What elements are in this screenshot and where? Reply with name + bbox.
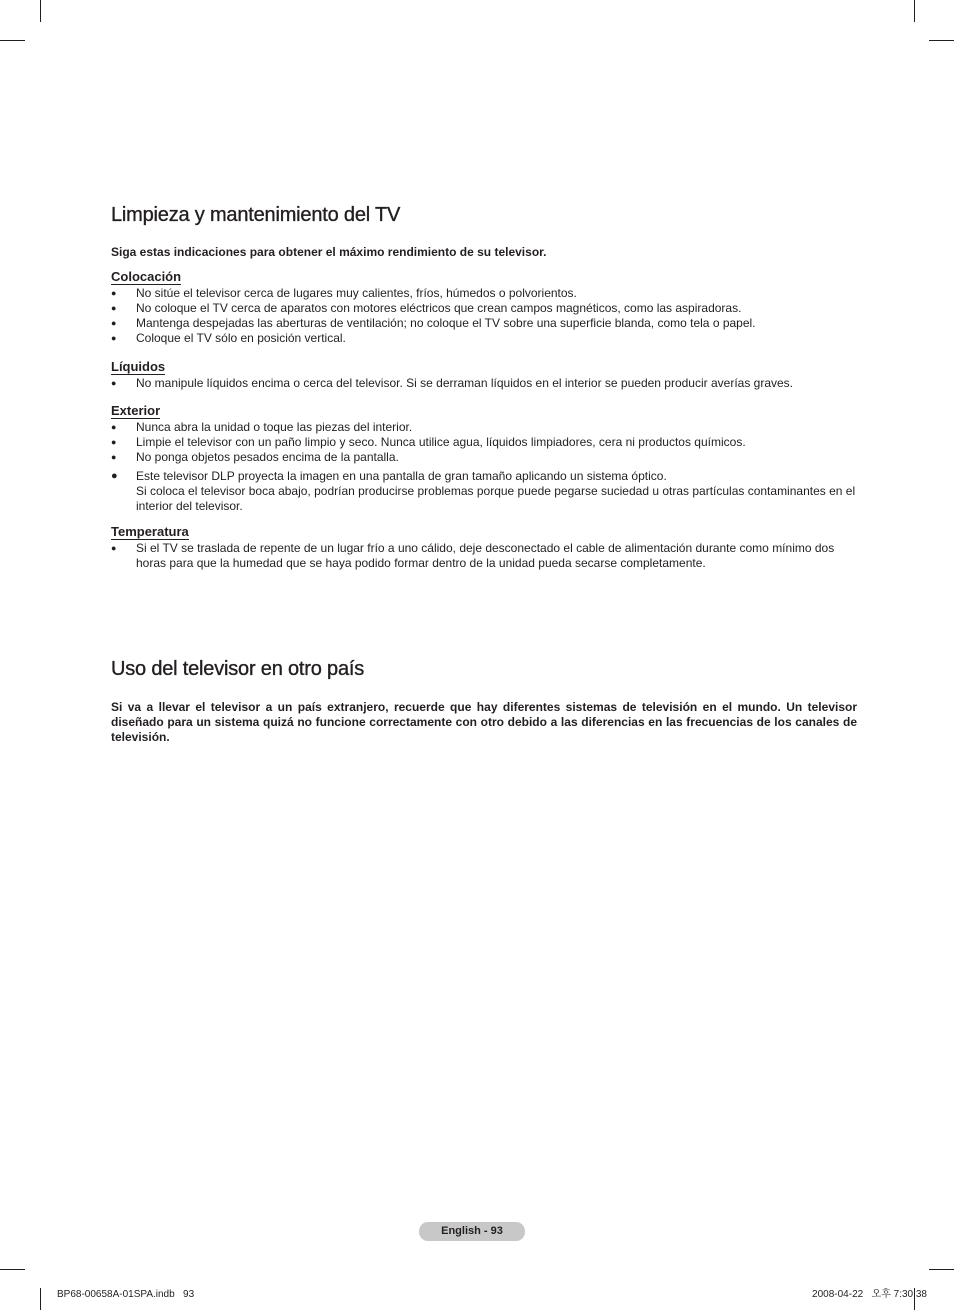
group-title: Líquidos	[111, 359, 166, 374]
list-item: ● No ponga objetos pesados encima de la pantalla.	[111, 450, 399, 464]
group-temperatura	[111, 523, 861, 571]
footer-file: BP68-00658A-01SPA.indb 93	[57, 1289, 195, 1300]
section-title-other-country: Uso del televisor en otro país	[111, 658, 365, 680]
bullet-icon: ●	[111, 452, 117, 462]
bullet-icon: ●	[111, 470, 118, 482]
bullet-icon: ●	[111, 422, 117, 432]
list-item: ● No sitúe el televisor cerca de lugares muy calientes, fríos, húmedos o polvorientos.	[111, 286, 577, 300]
bullet-list	[111, 420, 861, 514]
list-item: ● Mantenga despejadas las aberturas de ventilación; no coloque el TV sobre una superficie blanda, como tela o papel.	[111, 316, 756, 330]
crop-mark	[914, 0, 915, 22]
crop-mark	[929, 1269, 954, 1270]
list-item: ● No coloque el TV cerca de aparatos con motores eléctricos que crean campos magnéticos, como las aspiradoras.	[111, 301, 742, 315]
group-liquidos	[111, 358, 861, 391]
bullet-icon: ●	[111, 437, 117, 447]
group-title: Colocación	[111, 269, 182, 284]
list-item: ● Coloque el TV sólo en posición vertical.	[111, 331, 346, 345]
crop-mark	[40, 0, 41, 22]
section-intro-cleaning: Siga estas indicaciones para obtener el máximo rendimiento de su televisor.	[111, 245, 547, 259]
crop-mark	[40, 1288, 41, 1310]
bullet-list	[111, 286, 861, 346]
bullet-icon: ●	[111, 543, 117, 553]
crop-mark	[929, 40, 954, 41]
bullet-icon: ●	[111, 378, 117, 388]
bullet-icon: ●	[111, 333, 117, 343]
footer-date: 2008-04-22 오후 7:30:38	[812, 1289, 927, 1300]
bullet-list	[111, 376, 861, 391]
bullet-icon: ●	[111, 288, 117, 298]
group-exterior	[111, 402, 861, 514]
group-title: Exterior	[111, 403, 161, 418]
bullet-list	[111, 541, 861, 571]
list-item: ● No manipule líquidos encima o cerca del televisor. Si se derraman líquidos en el interior se pueden producir averías graves.	[111, 376, 794, 390]
bullet-icon: ●	[111, 318, 117, 328]
page-number-badge: English - 93	[419, 1222, 525, 1241]
group-title: Temperatura	[111, 524, 189, 539]
list-item: ● Limpie el televisor con un paño limpio y seco. Nunca utilice agua, líquidos limpiadores, cera ni productos químicos.	[111, 435, 746, 449]
list-item: ● Nunca abra la unidad o toque las piezas del interior.	[111, 420, 413, 434]
list-item: ● Este televisor DLP proyecta la imagen en una pantalla de gran tamaño aplicando un sistema óptico. Si coloca el televisor boca abajo, podrían producirse problemas porque puede pegarse suciedad u otras partículas contaminantes en el interior del televisor.	[111, 469, 856, 513]
section-intro-other-country: Si va a llevar el televisor a un país extranjero, recuerde que hay diferentes sistemas de televisión en el mundo. Un televisor diseñado para un sistema quizá no funcione correctamente con otro debido a las diferencias en las frecuencias de los canales de televisión.	[111, 700, 857, 744]
bullet-icon: ●	[111, 303, 117, 313]
crop-mark	[0, 40, 25, 41]
list-item: ● Si el TV se traslada de repente de un lugar frío a uno cálido, deje desconectado el cable de alimentación durante como mínimo dos horas para que la humedad que se haya podido formar dentro de la unidad pueda secarse completamente.	[111, 541, 835, 570]
crop-mark	[0, 1269, 25, 1270]
group-colocacion	[111, 268, 861, 346]
section-title-cleaning: Limpieza y mantenimiento del TV	[111, 204, 401, 226]
